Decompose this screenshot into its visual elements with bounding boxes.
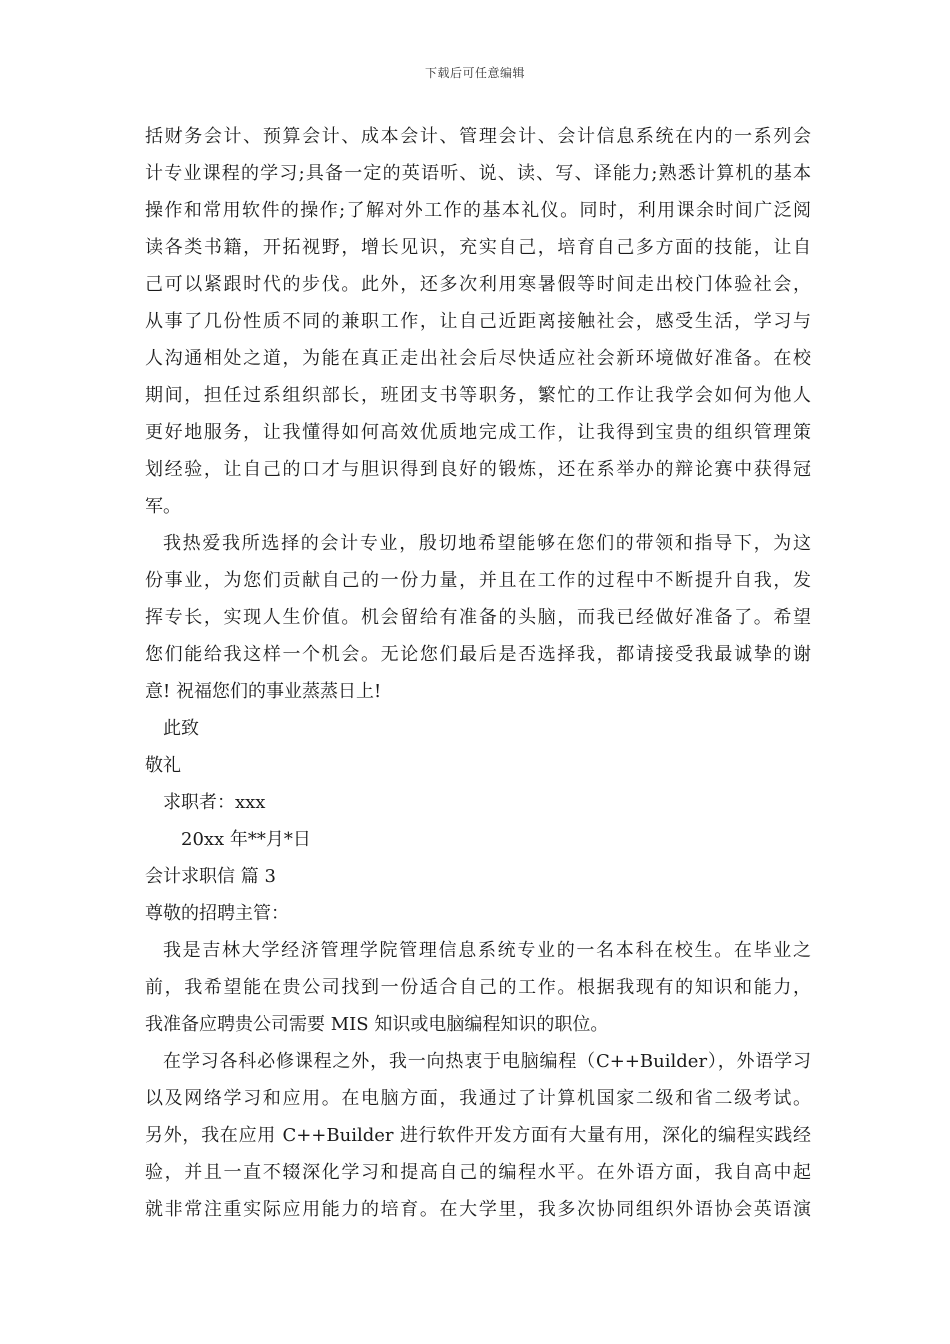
text-line: 以及网络学习和应用。在电脑方面，我通过了计算机国家二级和省二级考试。 xyxy=(145,1088,811,1109)
text-line: 就非常注重实际应用能力的培育。在大学里，我多次协同组织外语协会英语演 xyxy=(145,1199,811,1220)
applicant-signature: 求职者：xxx xyxy=(163,792,266,813)
text-line: 挥专长，实现人生价值。机会留给有准备的头脑，而我已经做好准备了。希望 xyxy=(145,607,811,628)
paragraph-4 xyxy=(145,1043,811,1228)
text-line: 我是吉林大学经济管理学院管理信息系统专业的一名本科在校生。在毕业之 xyxy=(163,940,811,961)
text-line: 从事了几份性质不同的兼职工作，让自己近距离接触社会，感受生活，学习与 xyxy=(145,311,811,332)
page-header-watermark: 下载后可任意编辑 xyxy=(424,66,525,80)
text-line: 您们能给我这样一个机会。无论您们最后是否选择我，都请接受我最诚挚的谢 xyxy=(145,644,811,665)
document-body xyxy=(145,118,811,1228)
text-line: 在学习各科必修课程之外，我一向热衷于电脑编程（C++Builder），外语学习 xyxy=(163,1051,811,1072)
text-line: 更好地服务，让我懂得如何高效优质地完成工作，让我得到宝贵的组织管理策 xyxy=(145,422,811,443)
closing-jingli: 敬礼 xyxy=(145,755,181,776)
text-line: 读各类书籍，开拓视野，增长见识，充实自己，培育自己多方面的技能，让自 xyxy=(145,237,811,258)
text-line: 前，我希望能在贵公司找到一份适合自己的工作。根据我现有的知识和能力， xyxy=(145,977,811,998)
text-line: 括财务会计、预算会计、成本会计、管理会计、会计信息系统在内的一系列会 xyxy=(145,126,811,147)
text-line: 军。 xyxy=(145,496,181,517)
text-line: 计专业课程的学习;具备一定的英语听、说、读、写、译能力;熟悉计算机的基本 xyxy=(145,163,811,184)
text-line: 划经验，让自己的口才与胆识得到良好的锻炼，还在系举办的辩论赛中获得冠 xyxy=(145,459,811,480)
text-line: 己可以紧跟时代的步伐。此外，还多次利用寒暑假等时间走出校门体验社会， xyxy=(145,274,811,295)
salutation: 尊敬的招聘主管： xyxy=(145,903,289,924)
text-line: 我准备应聘贵公司需要 MIS 知识或电脑编程知识的职位。 xyxy=(145,1014,609,1035)
text-line: 份事业，为您们贡献自己的一份力量，并且在工作的过程中不断提升自我，发 xyxy=(145,570,811,591)
text-line: 验，并且一直不辍深化学习和提高自己的编程水平。在外语方面，我自高中起 xyxy=(145,1162,811,1183)
signature-date: 20xx 年**月*日 xyxy=(181,829,311,850)
closing-cizhi: 此致 xyxy=(163,718,199,739)
text-line: 另外，我在应用 C++Builder 进行软件开发方面有大量有用，深化的编程实践经 xyxy=(145,1125,811,1146)
text-line: 操作和常用软件的操作;了解对外工作的基本礼仪。同时，利用课余时间广泛阅 xyxy=(145,200,811,221)
section-title: 会计求职信 篇 3 xyxy=(145,866,276,887)
text-line: 期间，担任过系组织部长，班团支书等职务，繁忙的工作让我学会如何为他人 xyxy=(145,385,811,406)
paragraph-3 xyxy=(145,932,811,1043)
text-line: 意! 祝福您们的事业蒸蒸日上! xyxy=(145,681,382,702)
paragraph-2 xyxy=(145,525,811,710)
paragraph-1 xyxy=(145,118,811,525)
text-line: 我热爱我所选择的会计专业，殷切地希望能够在您们的带领和指导下，为这 xyxy=(163,533,811,554)
text-line: 人沟通相处之道，为能在真正走出社会后尽快适应社会新环境做好准备。在校 xyxy=(145,348,811,369)
